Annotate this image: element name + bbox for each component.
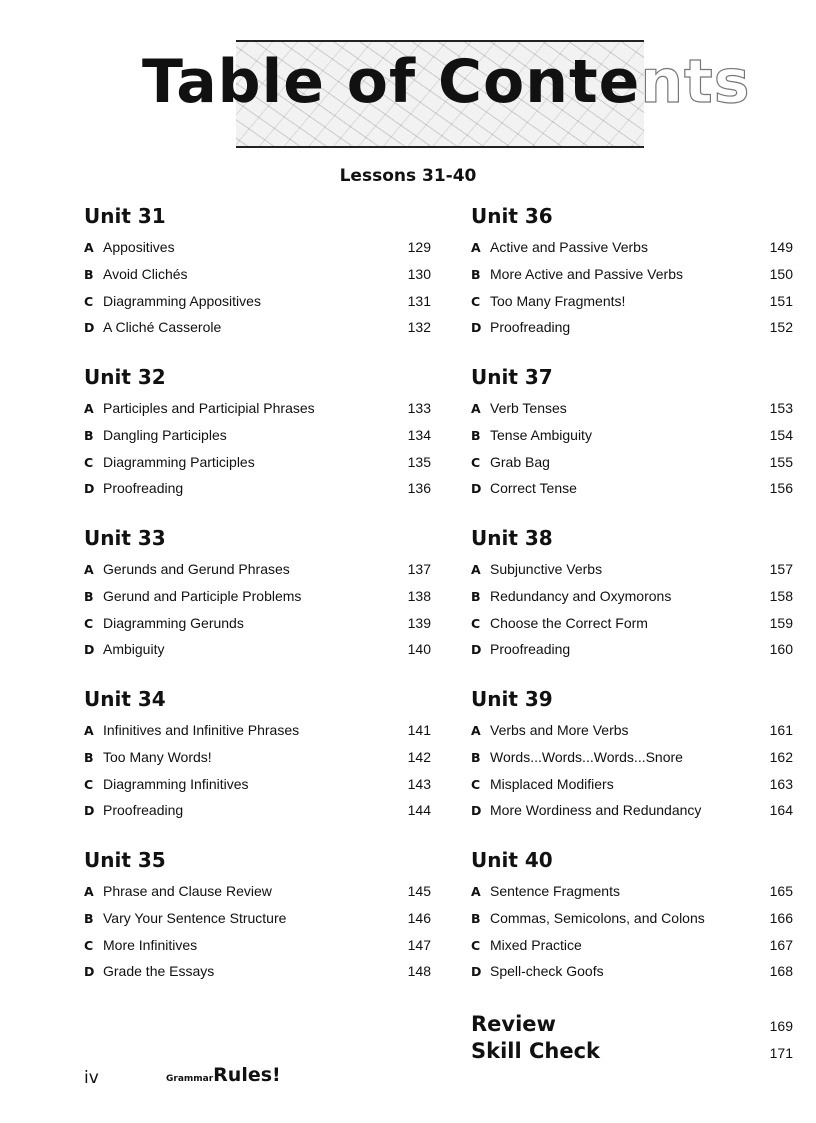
- lesson-page-number: 132: [407, 319, 431, 336]
- review-title: Review: [471, 1012, 556, 1036]
- lesson-page-number: 147: [407, 936, 431, 953]
- lesson-letter: B: [471, 427, 481, 443]
- lesson-row: [84, 958, 431, 985]
- lesson-page-number: 155: [769, 453, 793, 470]
- lesson-row: [471, 610, 793, 637]
- lesson-letter: D: [471, 803, 482, 819]
- lesson-letter: D: [84, 964, 95, 980]
- lesson-page-number: 158: [769, 587, 793, 604]
- unit-title: Unit 32: [84, 365, 166, 389]
- skill-check-page-number: 171: [769, 1045, 793, 1061]
- unit-title: Unit 31: [84, 204, 166, 228]
- lesson-page-number: 167: [769, 936, 793, 953]
- lesson-letter: C: [471, 937, 481, 953]
- lesson-letter: B: [84, 749, 94, 765]
- unit-title: Unit 35: [84, 848, 166, 872]
- lesson-row: [471, 878, 793, 905]
- lesson-row: [471, 771, 793, 798]
- lesson-row: [84, 422, 431, 449]
- lesson-row: [84, 797, 431, 824]
- lesson-title: Correct Tense: [490, 480, 577, 497]
- lesson-page-number: 133: [407, 400, 431, 416]
- lesson-row: [471, 449, 793, 476]
- lesson-letter: C: [471, 454, 481, 470]
- lesson-row: [84, 234, 431, 261]
- lesson-letter: D: [471, 642, 482, 658]
- lesson-row: [84, 636, 431, 663]
- lesson-row: [471, 905, 793, 932]
- lesson-letter: B: [471, 588, 481, 604]
- review-page-number: 169: [769, 1018, 793, 1034]
- lesson-title: Grade the Essays: [103, 963, 215, 980]
- review-row: [471, 1011, 793, 1038]
- lesson-letter: A: [84, 240, 94, 255]
- lesson-title: Sentence Fragments: [490, 883, 620, 899]
- page-title-main: Table of Conte: [142, 47, 641, 117]
- lesson-row: [84, 771, 431, 798]
- lesson-page-number: 157: [769, 561, 793, 577]
- lesson-title: Commas, Semicolons, and Colons: [490, 909, 705, 926]
- lesson-row: [84, 475, 431, 502]
- lesson-row: [84, 449, 431, 476]
- lesson-row: [471, 583, 793, 610]
- lesson-letter: A: [84, 562, 94, 577]
- lesson-row: [471, 958, 793, 985]
- unit-section: [471, 365, 793, 526]
- lesson-title: Verb Tenses: [490, 400, 567, 416]
- lesson-title: Diagramming Participles: [103, 453, 255, 470]
- lesson-page-number: 141: [407, 722, 431, 738]
- lesson-page-number: 168: [769, 963, 793, 980]
- lesson-title: Too Many Fragments!: [490, 292, 626, 309]
- lesson-row: [471, 797, 793, 824]
- lesson-title: Misplaced Modifiers: [490, 775, 614, 792]
- unit-section: [471, 204, 793, 365]
- lesson-row: [84, 717, 431, 744]
- lesson-letter: C: [471, 615, 481, 631]
- lesson-page-number: 149: [769, 239, 793, 255]
- lesson-title: Gerunds and Gerund Phrases: [103, 561, 290, 577]
- lesson-row: [471, 636, 793, 663]
- lesson-row: [84, 744, 431, 771]
- page-title-faded: nts: [640, 47, 751, 117]
- lesson-page-number: 139: [407, 614, 431, 631]
- lesson-page-number: 142: [407, 748, 431, 765]
- brand-big-text: Rules!: [213, 1064, 281, 1086]
- unit-title: Unit 37: [471, 365, 553, 389]
- lesson-title: Proofreading: [103, 802, 184, 819]
- lesson-row: [84, 261, 431, 288]
- unit-title: Unit 40: [471, 848, 553, 872]
- footer-page-number: iv: [84, 1068, 99, 1088]
- lesson-page-number: 143: [407, 775, 431, 792]
- unit-section: [471, 687, 793, 848]
- lesson-row: [471, 556, 793, 583]
- lesson-row: [84, 395, 431, 422]
- lesson-letter: B: [84, 588, 94, 604]
- lesson-page-number: 162: [769, 748, 793, 765]
- lesson-letter: B: [84, 910, 94, 926]
- lesson-row: [471, 422, 793, 449]
- lesson-page-number: 159: [769, 614, 793, 631]
- lesson-page-number: 150: [769, 265, 793, 282]
- unit-title: Unit 39: [471, 687, 553, 711]
- lesson-letter: C: [84, 293, 94, 309]
- lesson-letter: D: [471, 964, 482, 980]
- unit-section: [471, 848, 793, 1009]
- lesson-letter: D: [471, 320, 482, 336]
- lesson-row: [471, 234, 793, 261]
- lesson-page-number: 131: [407, 292, 431, 309]
- lesson-row: [471, 475, 793, 502]
- lesson-title: Subjunctive Verbs: [490, 561, 603, 577]
- lesson-letter: D: [84, 642, 95, 658]
- lesson-row: [471, 744, 793, 771]
- lesson-page-number: 134: [407, 426, 431, 443]
- lesson-title: Tense Ambiguity: [490, 426, 592, 443]
- unit-section: [84, 687, 431, 848]
- lesson-letter: A: [471, 401, 481, 416]
- lesson-page-number: 144: [407, 802, 431, 819]
- lesson-title: Diagramming Gerunds: [103, 614, 244, 631]
- unit-section: [471, 526, 793, 687]
- lesson-letter: A: [84, 723, 94, 738]
- lesson-letter: A: [471, 562, 481, 577]
- lesson-letter: B: [471, 910, 481, 926]
- lesson-title: Avoid Clichés: [103, 265, 188, 282]
- lesson-title: Proofreading: [103, 480, 184, 497]
- lesson-row: [471, 717, 793, 744]
- lesson-letter: B: [84, 266, 94, 282]
- lesson-title: Diagramming Infinitives: [103, 775, 249, 792]
- lesson-page-number: 146: [407, 909, 431, 926]
- lesson-row: [84, 583, 431, 610]
- lesson-title: Choose the Correct Form: [490, 614, 648, 631]
- lesson-page-number: 156: [769, 480, 793, 497]
- lesson-row: [471, 314, 793, 341]
- lesson-title: Infinitives and Infinitive Phrases: [103, 722, 300, 738]
- lesson-title: Too Many Words!: [103, 748, 212, 765]
- lesson-row: [84, 556, 431, 583]
- unit-title: Unit 36: [471, 204, 553, 228]
- lesson-page-number: 166: [769, 909, 793, 926]
- unit-title: Unit 34: [84, 687, 166, 711]
- lesson-letter: A: [471, 723, 481, 738]
- lesson-letter: C: [84, 776, 94, 792]
- extras-section: [471, 1011, 793, 1065]
- lesson-page-number: 136: [407, 480, 431, 497]
- lesson-row: [471, 288, 793, 315]
- lesson-letter: B: [471, 749, 481, 765]
- lesson-title: Ambiguity: [103, 641, 165, 658]
- skill-check-title: Skill Check: [471, 1039, 601, 1063]
- lesson-row: [471, 395, 793, 422]
- brand-small-text: Grammar: [166, 1074, 214, 1084]
- lesson-title: Proofreading: [490, 319, 571, 336]
- lesson-letter: C: [84, 937, 94, 953]
- lesson-row: [84, 288, 431, 315]
- lesson-letter: A: [471, 240, 481, 255]
- lesson-row: [84, 314, 431, 341]
- lesson-title: Verbs and More Verbs: [490, 722, 629, 738]
- lesson-letter: C: [84, 615, 94, 631]
- lesson-page-number: 164: [769, 802, 793, 819]
- page-title: [142, 47, 751, 117]
- lesson-letter: B: [471, 266, 481, 282]
- unit-section: [84, 848, 431, 1009]
- footer-brand-logo: [166, 1064, 281, 1086]
- lesson-page-number: 129: [407, 239, 431, 255]
- lesson-title: More Infinitives: [103, 936, 198, 953]
- lesson-letter: C: [471, 776, 481, 792]
- lesson-title: A Cliché Casserole: [103, 319, 222, 336]
- lesson-title: Vary Your Sentence Structure: [103, 909, 287, 926]
- lesson-title: Phrase and Clause Review: [103, 883, 272, 899]
- lesson-page-number: 153: [769, 400, 793, 416]
- lesson-page-number: 130: [407, 265, 431, 282]
- lesson-row: [84, 932, 431, 959]
- lesson-page-number: 148: [407, 963, 431, 980]
- lesson-letter: C: [471, 293, 481, 309]
- lesson-title: Diagramming Appositives: [103, 292, 261, 309]
- lesson-title: Mixed Practice: [490, 936, 582, 953]
- lesson-page-number: 135: [407, 453, 431, 470]
- unit-title: Unit 38: [471, 526, 553, 550]
- lesson-row: [471, 261, 793, 288]
- lesson-letter: D: [84, 481, 95, 497]
- lesson-letter: C: [84, 454, 94, 470]
- lesson-row: [84, 610, 431, 637]
- lesson-letter: B: [84, 427, 94, 443]
- lesson-letter: D: [84, 803, 95, 819]
- lesson-page-number: 138: [407, 587, 431, 604]
- lesson-title: Appositives: [103, 239, 175, 255]
- lesson-letter: D: [471, 481, 482, 497]
- lesson-page-number: 163: [769, 775, 793, 792]
- lesson-row: [84, 905, 431, 932]
- skill-check-row: [471, 1038, 793, 1065]
- lesson-page-number: 160: [769, 641, 793, 658]
- lesson-row: [84, 878, 431, 905]
- lesson-title: Spell-check Goofs: [490, 963, 604, 980]
- left-column: [84, 204, 431, 1009]
- lesson-page-number: 154: [769, 426, 793, 443]
- unit-section: [84, 365, 431, 526]
- lesson-title: Grab Bag: [490, 453, 550, 470]
- lesson-title: Participles and Participial Phrases: [103, 400, 315, 416]
- unit-title: Unit 33: [84, 526, 166, 550]
- lesson-page-number: 165: [769, 883, 793, 899]
- lesson-title: More Active and Passive Verbs: [490, 265, 683, 282]
- lesson-title: Words...Words...Words...Snore: [490, 748, 683, 765]
- lesson-letter: D: [84, 320, 95, 336]
- lesson-page-number: 140: [407, 641, 431, 658]
- lesson-page-number: 137: [407, 561, 431, 577]
- unit-section: [84, 526, 431, 687]
- lesson-title: Proofreading: [490, 641, 571, 658]
- lessons-subtitle: Lessons 31-40: [339, 166, 477, 186]
- lesson-page-number: 151: [769, 292, 793, 309]
- lesson-title: Dangling Participles: [103, 426, 227, 443]
- lesson-letter: A: [471, 884, 481, 899]
- lesson-title: Active and Passive Verbs: [490, 239, 648, 255]
- right-column: [471, 204, 793, 1009]
- lesson-page-number: 161: [769, 722, 793, 738]
- unit-section: [84, 204, 431, 365]
- lesson-letter: A: [84, 401, 94, 416]
- lesson-title: More Wordiness and Redundancy: [490, 802, 702, 819]
- lesson-page-number: 145: [407, 883, 431, 899]
- lesson-page-number: 152: [769, 319, 793, 336]
- lesson-title: Redundancy and Oxymorons: [490, 587, 672, 604]
- lesson-title: Gerund and Participle Problems: [103, 587, 302, 604]
- lesson-letter: A: [84, 884, 94, 899]
- lesson-row: [471, 932, 793, 959]
